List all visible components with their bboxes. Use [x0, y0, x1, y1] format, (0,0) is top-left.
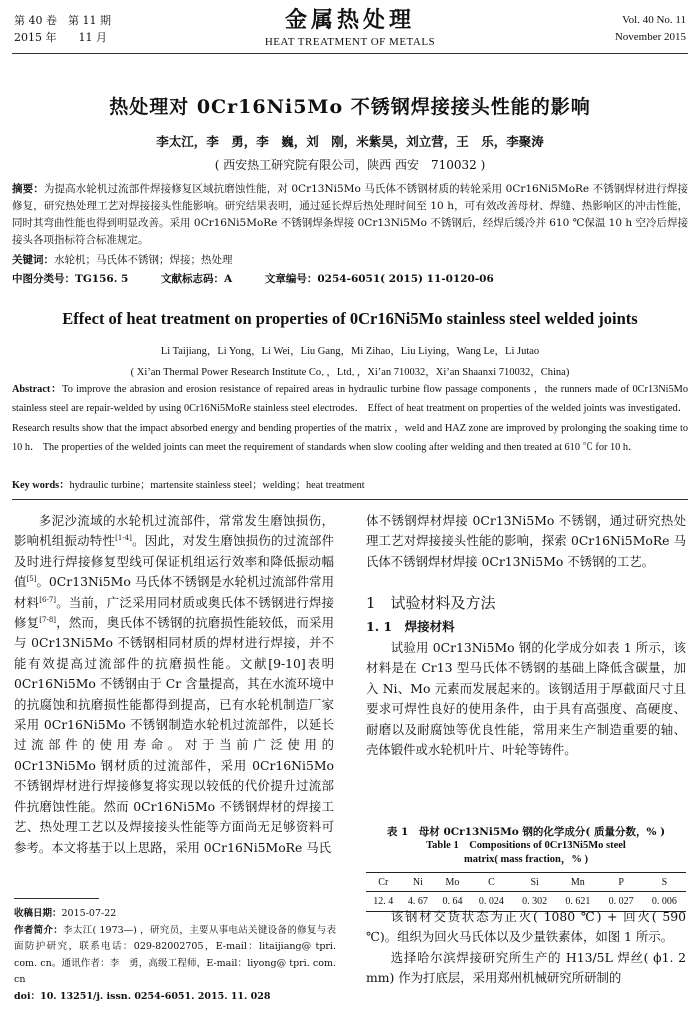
doc-code-label: 文献标志码： [161, 273, 225, 285]
table-cell: 0. 024 [470, 892, 513, 912]
abstract-divider [12, 499, 688, 500]
table-header-cell: S [643, 873, 686, 892]
table-cell: 0. 027 [599, 892, 642, 912]
received-label: 收稿日期： [14, 908, 62, 919]
table-header-cell: C [470, 873, 513, 892]
table-header-row [366, 873, 686, 892]
authors-cn: 李太江，李 勇，李 巍，刘 刚，米紫昊，刘立营，王 乐，李聚涛 [156, 134, 544, 149]
citation-ref: [5] [26, 575, 37, 584]
issue-info [14, 12, 111, 46]
keywords-cn-text: 水轮机；马氏体不锈钢；焊接；热处理 [54, 254, 233, 266]
doi: doi：10. 13251/j. issn. 0254-6051. 2015. 11. 028 [14, 990, 271, 1002]
author-bio-label: 作者简介： [14, 924, 64, 936]
filler-wire-text: 选择哈尔滨焊接研究所生产的 H13/5L 焊丝( ϕ1. 2 mm) 作为打底层，采用郑州机械研究所研制的 [366, 949, 686, 986]
table-cell: 0. 006 [643, 892, 686, 912]
journal-name-cn: 金属热处理 [284, 7, 415, 33]
table-header-cell: Cr [366, 873, 401, 892]
paper-title-cn: 热处理对 0Cr16Ni5Mo 不锈钢焊接接头性能的影响 [109, 96, 591, 118]
footnote-divider [14, 898, 99, 899]
paper-title-en: Effect of heat treatment on properties of 0Cr16Ni5Mo stainless steel welded joints [62, 309, 638, 328]
abstract-cn [12, 181, 688, 249]
classification-label: 中图分类号： [12, 273, 75, 285]
keywords-en [12, 477, 688, 494]
intro-text-c: 。0Cr13Ni5Mo 马氏体不锈钢是水轮机过流部件常用材料 [14, 574, 335, 610]
abstract-en-label: Abstract： [12, 384, 63, 395]
table-header-cell: Si [513, 873, 556, 892]
keywords-en-label: Key words： [12, 480, 70, 491]
date-en: November 2015 [614, 31, 686, 43]
delivery-state-text: 该钢材交货状态为正火( 1080 ℃) + 回火( 590 ℃)。组织为回火马氏体以及少量铁素体，如图 1 所示。 [366, 909, 686, 945]
intro-text-a: 多泥沙流域的水轮机过流部件，常常发生磨蚀损伤，影响机组振动特性 [14, 513, 334, 549]
table-cell: 0. 621 [556, 892, 599, 912]
journal-name-en: HEAT TREATMENT OF METALS [264, 36, 436, 48]
affiliation-cn: ( 西安热工研究院有限公司，陕西 西安 710032 ) [214, 158, 486, 172]
issue-info-en [615, 12, 686, 46]
materials-paragraph: 试验用 0Cr13Ni5Mo 钢的化学成分如表 1 所示，该材料是在 Cr13 型马氏体不锈钢的基础上降低含碳量，加入 Ni、Mo 元素而发展起来的。该钢适用于厚截面尺寸且要求可焊性良好的使用条件，由于具有高强度、高硬度、耐磨以及耐腐蚀等优良性能，常用来生产制造重要的轴、壳体锻件或水轮机叶片、叶轮等铸件。 [366, 640, 686, 758]
table-caption-en-line1: Table 1 Compositions of 0Cr13Ni5Mo steel [426, 840, 626, 851]
abstract-cn-text: 为提高水轮机过流部件焊接修复区域抗磨蚀性能，对 0Cr13Ni5Mo 马氏体不锈钢材质的转轮采用 0Cr16Ni5MoRe 不锈钢焊材进行焊接修复，研究热处理工艺对焊接接头性能影响。研究结果表明，通过延长焊后热处理时间至 10 h，可有效改善母材、焊缝、热影响区的冲击性能，同时其弯曲性能也得到明显改善。采用 0Cr16Ni5MoRe 不锈钢焊条焊接 0Cr13Ni5Mo 不锈钢后，经焊后缓冷并 610 ℃保温 10 h 空冷后焊接接头各项指标符合标准规定。 [12, 183, 688, 246]
article-no-label: 文章编号： [264, 273, 318, 285]
table-caption [366, 825, 686, 867]
delivery-state-paragraph [366, 907, 686, 989]
citation-ref: [7-8] [39, 615, 57, 624]
abstract-cn-label: 摘要： [12, 183, 44, 195]
table-header-cell: P [599, 873, 642, 892]
table-cell: 4. 67 [401, 892, 436, 912]
intro-text-e: ，然而，奥氏体不锈钢的抗磨损性能较低，而采用与 0Cr13Ni5Mo 不锈钢相同材质的焊材进行焊接，并不能有效提高过流部件的抗磨损性能。文献[9-10]表明 0Cr16Ni5Mo 不锈钢由于 Cr 含量提高，其在水流环境中的抗腐蚀和抗磨损性能都得到提高，已有水轮机制造厂家采用 0Cr16Ni5Mo 不锈钢制造水轮机过流部件，以延长过流部件的使用寿命。对于当前广泛使用的 0Cr13Ni5Mo 钢材质的过流部件，采用 0Cr16Ni5Mo 不锈钢焊材进行焊接修复将实现以较低的代价提升过流部件抗磨蚀性能。然而 0Cr16Ni5Mo 不锈钢焊材的焊接工艺、热处理工艺以及焊接接头性能等方面尚无足够资料可参考。本文将基于以上思路，采用 0Cr16Ni5MoRe 马氏 [14, 615, 335, 855]
section-heading-1: 1 试验材料及方法 [366, 594, 496, 612]
table-cell: 0. 302 [513, 892, 556, 912]
table-header-cell: Ni [401, 873, 436, 892]
table-cell: 12. 4 [366, 892, 401, 912]
received-value: 2015-07-22 [61, 908, 117, 919]
table-header-cell: Mn [556, 873, 599, 892]
table-header-cell: Mo [435, 873, 470, 892]
citation-ref: [1-4] [115, 534, 132, 543]
abstract-en [12, 380, 688, 458]
intro-text-b: 。因此，对发生磨蚀损伤的过流部件及时进行焊接修复型线可保证机组运行效率和降低振动幅值 [14, 533, 335, 590]
classification-line [12, 271, 688, 288]
intro-text-d: 。当前，广泛采用同材质或奥氏体不锈钢进行焊接修复 [14, 594, 335, 631]
classification-value: TG156. 5 [75, 273, 129, 285]
keywords-cn [12, 252, 688, 269]
received-date [14, 906, 336, 923]
table-caption-cn: 表 1 母材 0Cr13Ni5Mo 钢的化学成分( 质量分数，% ) [386, 826, 666, 838]
keywords-cn-label: 关键词： [12, 254, 54, 266]
year-month-cn: 2015 年 11 月 [14, 31, 107, 44]
journal-masthead [200, 6, 500, 48]
subsection-heading-1-1: 1. 1 焊接材料 [366, 619, 455, 634]
header-divider [12, 53, 688, 54]
intro-paragraph-continued: 体不锈钢焊材焊接 0Cr13Ni5Mo 不锈钢，通过研究热处理工艺对焊接接头性能的影响，探索 0Cr16Ni5MoRe 马氏体不锈钢焊材焊接 0Cr13Ni5Mo 不锈钢的工艺。 [366, 513, 686, 569]
citation-ref: [6-7] [39, 595, 57, 604]
article-no-value: 0254-6051( 2015) 11-0120-06 [317, 273, 494, 285]
intro-paragraph [14, 511, 334, 858]
table-cell: 0. 64 [435, 892, 470, 912]
composition-table [366, 872, 686, 912]
abstract-en-text: To improve the abrasion and erosion resistance of repaired areas in hydraulic turbine flow passage components ，the runners made of 0Cr13Ni5Mo stainless steel are repair-welded by using 0Cr16Ni5MoRe stainless steel electrodes． Effect of heat treatment on properties of the welded joints was investigated． Research results show that the impact absorbed energy and bending properties of the matrix ，weld and HAZ zone are improved by prolonging the soaking time to 10 h． The properties of the welded joints can meet the requirement of standards when slow cooling after welding and then treated at 610 ℃ for 10 h． [12, 384, 688, 454]
doc-code-value: A [224, 273, 233, 285]
volume-issue-cn: 第 40 卷 第 11 期 [14, 14, 111, 27]
author-bio-text: 李太江( 1973—) ，研究员，主要从事电站关键设备的修复与表面防护研究，联系电话：029-82002705，E-mail：litaijiang@ tpri. com. cn。通讯作者：李 勇，高级工程师，E-mail：liyong@ tpri. com. cn [14, 924, 336, 985]
footnote [14, 906, 336, 1005]
keywords-en-text: hydraulic turbine；martensite stainless steel；welding；heat treatment [69, 480, 365, 491]
authors-en: Li Taijiang，Li Yong，Li Wei，Liu Gang，Mi Zihao，Liu Liying，Wang Le，Li Jutao [160, 346, 540, 357]
volume-issue-en: Vol. 40 No. 11 [622, 14, 686, 26]
affiliation-en: ( Xi’an Thermal Power Research Institute Co．，Ltd．，Xi’an 710032，Xi’an Shaanxi 710032，China) [130, 367, 570, 378]
table-caption-en-line2: matrix( mass fraction，% ) [464, 854, 588, 865]
author-bio [14, 923, 336, 989]
